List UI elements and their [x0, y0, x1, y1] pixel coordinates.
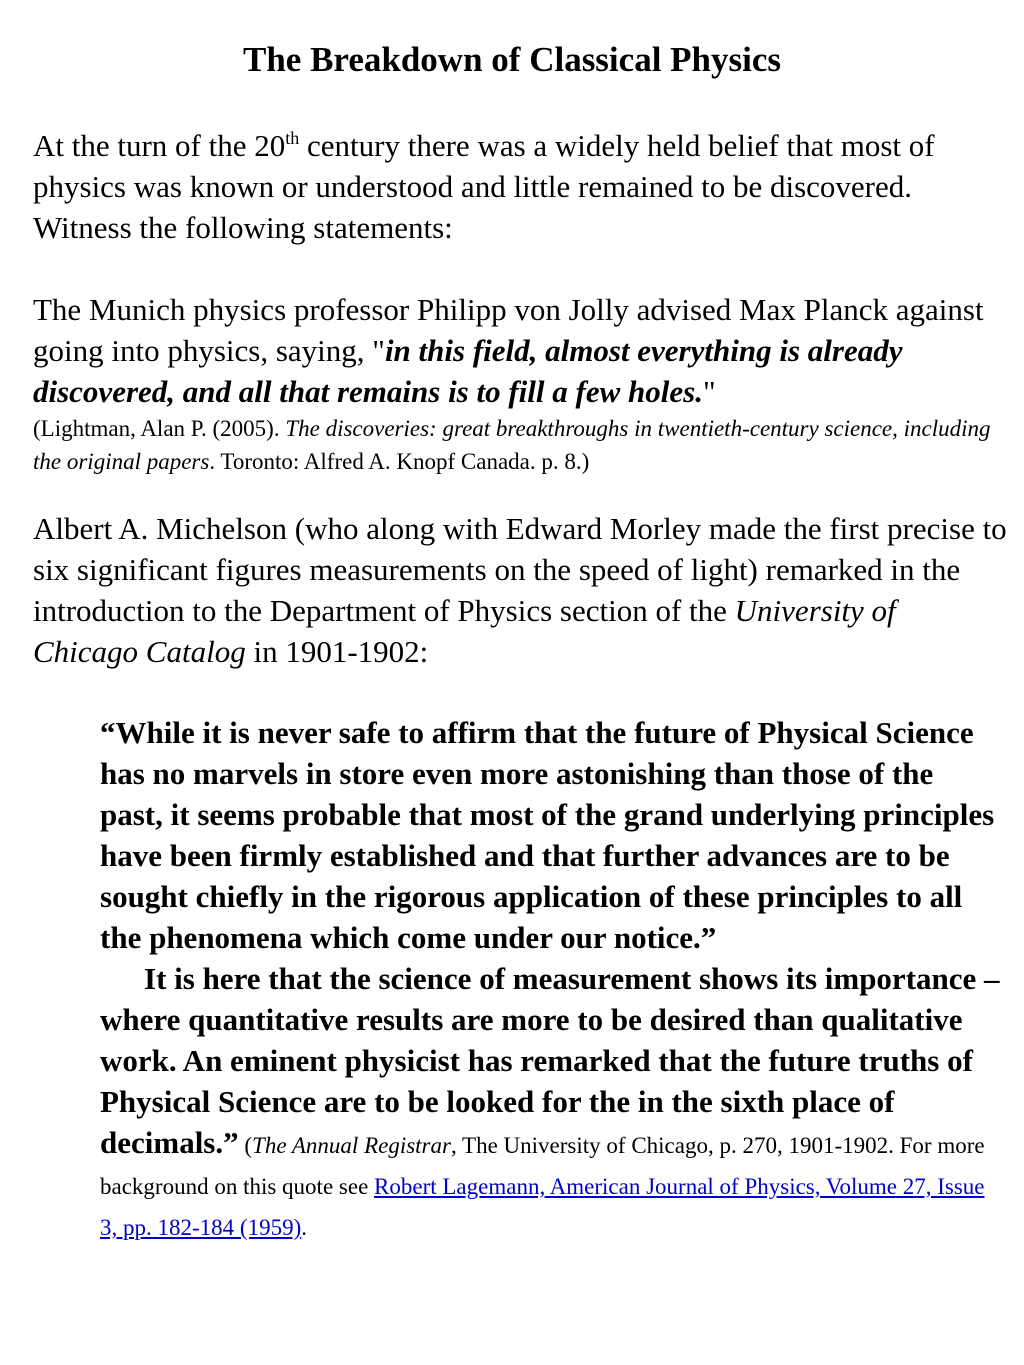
- citation-title: The discoveries: great breakthroughs in twentieth-century science, including the original papers: [33, 416, 991, 474]
- quote-part-2-wrapper: [100, 958, 1000, 1245]
- quote-part-2: It is here that the science of measurement shows its importance – where quantitative results are more to be desired than qualitative work. An eminent physicist has remarked that the future truths of Physical Science are to be looked for the in the sixth place of decimals.”: [100, 961, 1000, 1160]
- michelson-tail: in 1901-1902:: [245, 634, 429, 669]
- citation-suffix: . Toronto: Alfred A. Knopf Canada. p. 8.): [209, 449, 590, 474]
- source-title: The Annual Registrar: [252, 1133, 451, 1158]
- source-end: .: [301, 1215, 307, 1240]
- page-title: The Breakdown of Classical Physics: [242, 40, 782, 79]
- intro-paragraph: [33, 125, 1008, 248]
- jolly-citation: [33, 412, 1008, 478]
- lagemann-reference-link[interactable]: Robert Lagemann, American Journal of Physics, Volume 27, Issue 3, pp. 182-184 (1959): [100, 1174, 985, 1240]
- jolly-quote: in this field, almost everything is already discovered, and all that remains is to fill a few holes.: [33, 333, 903, 409]
- jolly-lead: The Munich physics professor Philipp von Jolly advised Max Planck against going into physics, saying, ": [33, 292, 984, 368]
- intro-text-end: century there was a widely held belief that most of physics was known or understood and little remained to be discovered. Witness the following statements:: [33, 128, 935, 245]
- source-rest: , The University of Chicago, p. 270, 1901-1902. For more background on this quote see: [100, 1133, 985, 1199]
- intro-text-start: At the turn of the 20: [33, 128, 286, 163]
- michelson-lead: Albert A. Michelson (who along with Edward Morley made the first precise to six significant figures measurements on the speed of light) remarked in the introduction to the Department of Physics section of the: [33, 511, 1007, 628]
- source-open: (: [238, 1133, 253, 1158]
- jolly-paragraph: [33, 289, 1008, 478]
- michelson-paragraph: [33, 508, 1008, 672]
- citation-prefix: (Lightman, Alan P. (2005).: [33, 416, 286, 441]
- intro-superscript: th: [285, 128, 300, 148]
- quote-part-1: “While it is never safe to affirm that the future of Physical Science has no marvels in store even more astonishing than those of the past, it seems probable that most of the grand underlying principles have been firmly established and that further advances are to be sought chiefly in the rigorous application of these principles to all the phenomena which come under our notice.”: [100, 715, 995, 955]
- catalog-title: University of Chicago Catalog: [33, 593, 896, 669]
- michelson-block-quote: [100, 712, 1000, 1245]
- jolly-quote-close: ": [702, 374, 716, 409]
